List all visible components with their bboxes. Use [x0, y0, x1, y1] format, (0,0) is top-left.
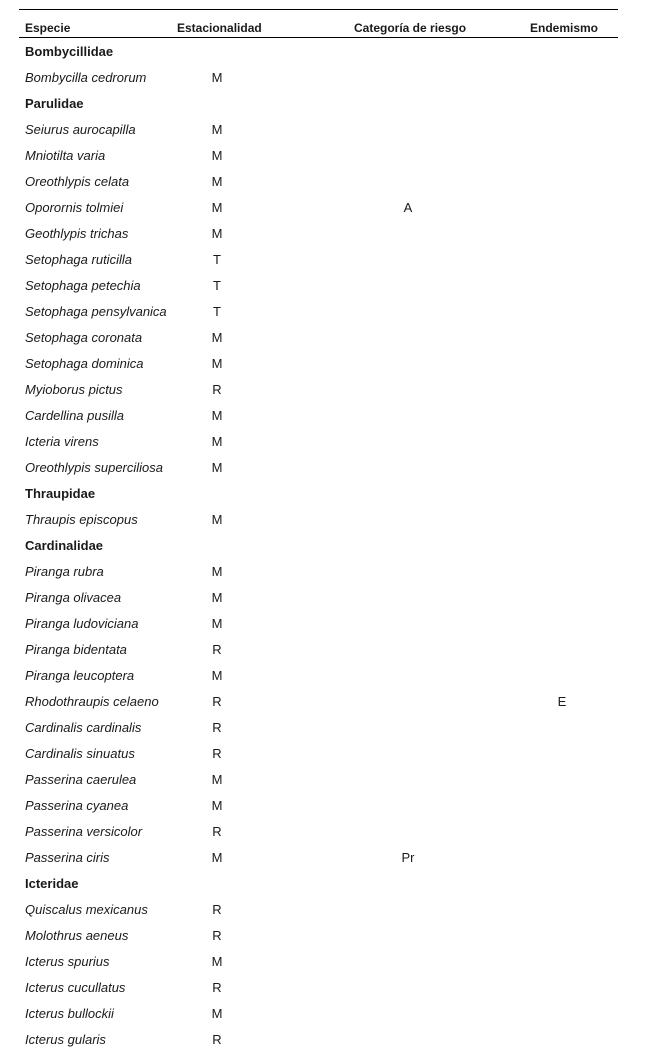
estacionalidad-cell: M	[211, 668, 223, 683]
species-name: Icterus cucullatus	[25, 980, 126, 995]
estacionalidad-cell: R	[212, 746, 222, 761]
estacionalidad-cell: M	[211, 408, 223, 423]
estacionalidad-cell: M	[211, 850, 223, 865]
table-row	[19, 116, 618, 142]
table-body	[19, 38, 618, 1052]
species-name: Icterus bullockii	[25, 1006, 114, 1021]
family-row	[19, 870, 618, 896]
estacionalidad-cell: R	[212, 720, 222, 735]
species-name: Icterus gularis	[25, 1032, 106, 1047]
estacionalidad-cell: M	[211, 616, 223, 631]
table-row	[19, 792, 618, 818]
table-row	[19, 584, 618, 610]
table-row	[19, 714, 618, 740]
table-row	[19, 376, 618, 402]
estacionalidad-cell: M	[211, 590, 223, 605]
estacionalidad-cell: M	[211, 226, 223, 241]
table-row	[19, 272, 618, 298]
estacionalidad-cell: R	[212, 1032, 222, 1047]
species-name: Passerina ciris	[25, 850, 110, 865]
estacionalidad-cell: M	[211, 434, 223, 449]
table-row	[19, 948, 618, 974]
species-table	[19, 9, 618, 1052]
estacionalidad-cell: M	[211, 330, 223, 345]
table-row	[19, 896, 618, 922]
estacionalidad-cell: R	[212, 824, 222, 839]
estacionalidad-cell: M	[211, 460, 223, 475]
species-name: Piranga bidentata	[25, 642, 127, 657]
table-row	[19, 402, 618, 428]
estacionalidad-cell: M	[211, 122, 223, 137]
table-row	[19, 506, 618, 532]
table-row	[19, 766, 618, 792]
table-row	[19, 662, 618, 688]
estacionalidad-cell: M	[211, 798, 223, 813]
species-name: Geothlypis trichas	[25, 226, 129, 241]
estacionalidad-cell: M	[211, 954, 223, 969]
family-name: Cardinalidae	[25, 538, 104, 553]
species-name: Passerina cyanea	[25, 798, 129, 813]
table-row	[19, 974, 618, 1000]
species-name: Myioborus pictus	[25, 382, 123, 397]
species-name: Piranga olivacea	[25, 590, 122, 605]
table-row	[19, 350, 618, 376]
header-estacionalidad: Estacionalidad	[177, 21, 262, 35]
family-row	[19, 90, 618, 116]
table-row	[19, 142, 618, 168]
species-name: Oporornis tolmiei	[25, 200, 124, 215]
table-row	[19, 610, 618, 636]
family-name: Parulidae	[25, 96, 84, 111]
table-row	[19, 454, 618, 480]
species-name: Icteria virens	[25, 434, 99, 449]
header-endemismo: Endemismo	[530, 21, 599, 35]
family-row	[19, 480, 618, 506]
species-name: Oreothlypis superciliosa	[25, 460, 164, 475]
species-name: Piranga ludoviciana	[25, 616, 139, 631]
estacionalidad-cell: T	[213, 304, 221, 319]
table-row	[19, 636, 618, 662]
table-row	[19, 688, 618, 714]
table-row	[19, 558, 618, 584]
table-row	[19, 1026, 618, 1052]
categoria-riesgo-cell: Pr	[401, 850, 415, 865]
header-especie: Especie	[25, 21, 71, 35]
endemismo-cell: E	[557, 694, 567, 709]
species-name: Rhodothraupis celaeno	[25, 694, 159, 709]
table-row	[19, 324, 618, 350]
family-row	[19, 532, 618, 558]
estacionalidad-cell: M	[211, 148, 223, 163]
table-row	[19, 1000, 618, 1026]
species-name: Cardinalis cardinalis	[25, 720, 142, 735]
family-name: Icteridae	[25, 876, 79, 891]
estacionalidad-cell: T	[213, 278, 221, 293]
table-row	[19, 194, 618, 220]
species-name: Passerina caerulea	[25, 772, 137, 787]
family-name: Bombycillidae	[25, 44, 114, 59]
species-name: Oreothlypis celata	[25, 174, 130, 189]
table-row	[19, 246, 618, 272]
table-row	[19, 64, 618, 90]
estacionalidad-cell: R	[212, 642, 222, 657]
table-row	[19, 168, 618, 194]
species-name: Quiscalus mexicanus	[25, 902, 148, 917]
table-row	[19, 428, 618, 454]
table-row	[19, 740, 618, 766]
species-name: Setophaga pensylvanica	[25, 304, 167, 319]
table-row	[19, 220, 618, 246]
estacionalidad-cell: M	[211, 70, 223, 85]
estacionalidad-cell: M	[211, 772, 223, 787]
species-name: Seiurus aurocapilla	[25, 122, 136, 137]
estacionalidad-cell: M	[211, 512, 223, 527]
species-name: Cardinalis sinuatus	[25, 746, 135, 761]
estacionalidad-cell: R	[212, 902, 222, 917]
estacionalidad-cell: R	[212, 694, 222, 709]
table-row	[19, 844, 618, 870]
species-name: Molothrus aeneus	[25, 928, 129, 943]
estacionalidad-cell: R	[212, 980, 222, 995]
estacionalidad-cell: M	[211, 200, 223, 215]
table-row	[19, 818, 618, 844]
species-name: Piranga leucoptera	[25, 668, 135, 683]
species-name: Setophaga coronata	[25, 330, 143, 345]
species-name: Passerina versicolor	[25, 824, 143, 839]
header-categoria-de-riesgo: Categoría de riesgo	[354, 21, 467, 35]
species-name: Piranga rubra	[25, 564, 104, 579]
species-name: Cardellina pusilla	[25, 408, 124, 423]
family-name: Thraupidae	[25, 486, 96, 501]
table-row	[19, 922, 618, 948]
estacionalidad-cell: M	[211, 1006, 223, 1021]
species-name: Mniotilta varia	[25, 148, 106, 163]
species-name: Icterus spurius	[25, 954, 110, 969]
species-name: Setophaga ruticilla	[25, 252, 132, 267]
table-row	[19, 298, 618, 324]
estacionalidad-cell: T	[213, 252, 221, 267]
estacionalidad-cell: M	[211, 564, 223, 579]
estacionalidad-cell: R	[212, 928, 222, 943]
species-name: Setophaga dominica	[25, 356, 144, 371]
table-header	[19, 9, 618, 38]
family-row	[19, 38, 618, 64]
estacionalidad-cell: M	[211, 356, 223, 371]
species-name: Setophaga petechia	[25, 278, 141, 293]
categoria-riesgo-cell: A	[403, 200, 413, 215]
estacionalidad-cell: M	[211, 174, 223, 189]
species-name: Thraupis episcopus	[25, 512, 138, 527]
estacionalidad-cell: R	[212, 382, 222, 397]
species-name: Bombycilla cedrorum	[25, 70, 147, 85]
